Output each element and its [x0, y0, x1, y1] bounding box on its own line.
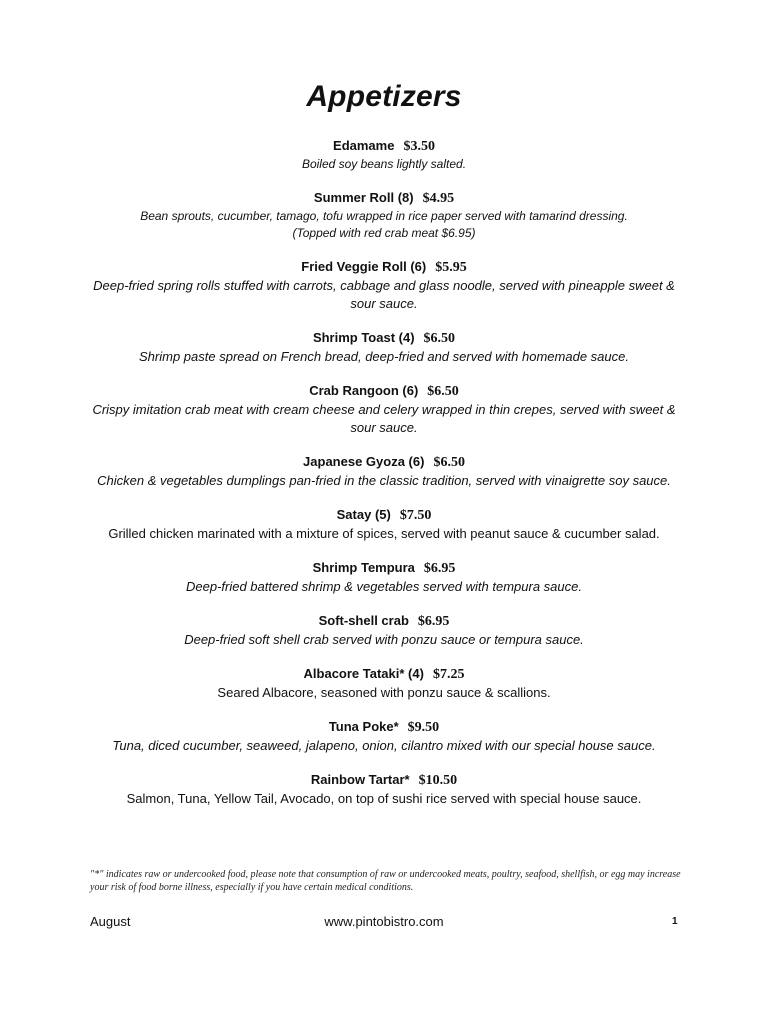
item-heading [80, 665, 688, 684]
item-heading [80, 258, 688, 277]
item-name: Shrimp Tempura [312, 560, 415, 575]
page-title: Appetizers [306, 80, 462, 113]
item-name: Crab Rangoon (6) [309, 383, 419, 398]
item-heading [80, 329, 688, 348]
menu-item-albacore-tataki [80, 665, 688, 702]
item-name: Albacore Tataki* (4) [303, 666, 424, 681]
item-price: $3.50 [403, 139, 435, 154]
item-name: Shrimp Toast (4) [312, 330, 415, 345]
item-name: Satay (5) [336, 507, 391, 522]
item-heading [80, 559, 688, 578]
item-price: $7.50 [399, 508, 432, 523]
item-name: Fried Veggie Roll (6) [301, 259, 427, 274]
menu-item-fried-veggie-roll [80, 258, 688, 313]
item-description: Deep-fried soft shell crab served with ponzu sauce or tempura sauce. [184, 632, 584, 647]
item-description: Deep-fried battered shrimp & vegetables served with tempura sauce. [186, 579, 582, 594]
menu-item-japanese-gyoza [80, 453, 688, 490]
item-name: Rainbow Tartar* [310, 772, 410, 787]
appetizer-list [80, 137, 688, 824]
item-price: $6.50 [427, 384, 459, 399]
item-description: Seared Albacore, seasoned with ponzu sauce & scallions. [217, 685, 551, 700]
raw-food-disclaimer: "*" indicates raw or undercooked food, please note that consumption of raw or undercooked meats, poultry, seafood, shellfish, or egg may increase your risk of food borne illness, especially if you have certain medical conditions. [90, 869, 681, 893]
item-price: $10.50 [418, 773, 458, 788]
item-heading [80, 718, 688, 737]
item-heading [80, 612, 688, 631]
item-price: $6.95 [423, 561, 456, 576]
item-name: Japanese Gyoza (6) [303, 454, 425, 469]
item-heading [80, 506, 688, 525]
item-name: Summer Roll (8) [313, 190, 414, 205]
item-price: $6.95 [417, 614, 450, 629]
menu-item-shrimp-tempura [80, 559, 688, 596]
item-description: Bean sprouts, cucumber, tamago, tofu wrapped in rice paper served with tamarind dressing. [140, 209, 628, 223]
footer-website: www.pintobistro.com [324, 914, 444, 929]
item-note: (Topped with red crab meat $6.95) [292, 226, 476, 240]
item-name: Edamame [333, 138, 395, 153]
item-price: $7.25 [432, 667, 465, 682]
item-heading [80, 382, 688, 401]
menu-item-tuna-poke [80, 718, 688, 755]
menu-item-crab-rangoon [80, 382, 688, 437]
item-name: Tuna Poke* [328, 719, 399, 734]
item-price: $9.50 [407, 720, 440, 735]
item-heading [80, 771, 688, 790]
page-number: 1 [672, 916, 678, 927]
menu-item-summer-roll [80, 189, 688, 242]
item-description: Deep-fried spring rolls stuffed with carrots, cabbage and glass noodle, served with pineapple sweet & sour sauce. [93, 278, 675, 311]
item-description: Shrimp paste spread on French bread, deep-fried and served with homemade sauce. [139, 349, 629, 364]
item-description: Crispy imitation crab meat with cream cheese and celery wrapped in thin crepes, served with sweet & sour sauce. [92, 402, 676, 435]
item-description: Chicken & vegetables dumplings pan-fried in the classic tradition, served with vinaigrette soy sauce. [97, 473, 671, 488]
item-price: $5.95 [435, 260, 467, 275]
item-description: Salmon, Tuna, Yellow Tail, Avocado, on top of sushi rice served with special house sauce. [126, 791, 642, 806]
menu-item-rainbow-tartar [80, 771, 688, 808]
item-heading [80, 189, 688, 208]
footer-month: August [90, 914, 131, 929]
item-name: Soft-shell crab [318, 613, 409, 628]
menu-item-edamame [80, 137, 688, 173]
item-description: Grilled chicken marinated with a mixture of spices, served with peanut sauce & cucumber salad. [108, 526, 660, 541]
item-price: $6.50 [423, 331, 456, 346]
item-heading [80, 137, 688, 156]
item-description: Boiled soy beans lightly salted. [301, 157, 467, 171]
menu-item-soft-shell-crab [80, 612, 688, 649]
item-price: $6.50 [433, 455, 465, 470]
item-description: Tuna, diced cucumber, seaweed, jalapeno, onion, cilantro mixed with our special house sauce. [112, 738, 656, 753]
menu-item-satay [80, 506, 688, 543]
item-heading [80, 453, 688, 472]
menu-item-shrimp-toast [80, 329, 688, 366]
item-price: $4.95 [422, 191, 455, 206]
